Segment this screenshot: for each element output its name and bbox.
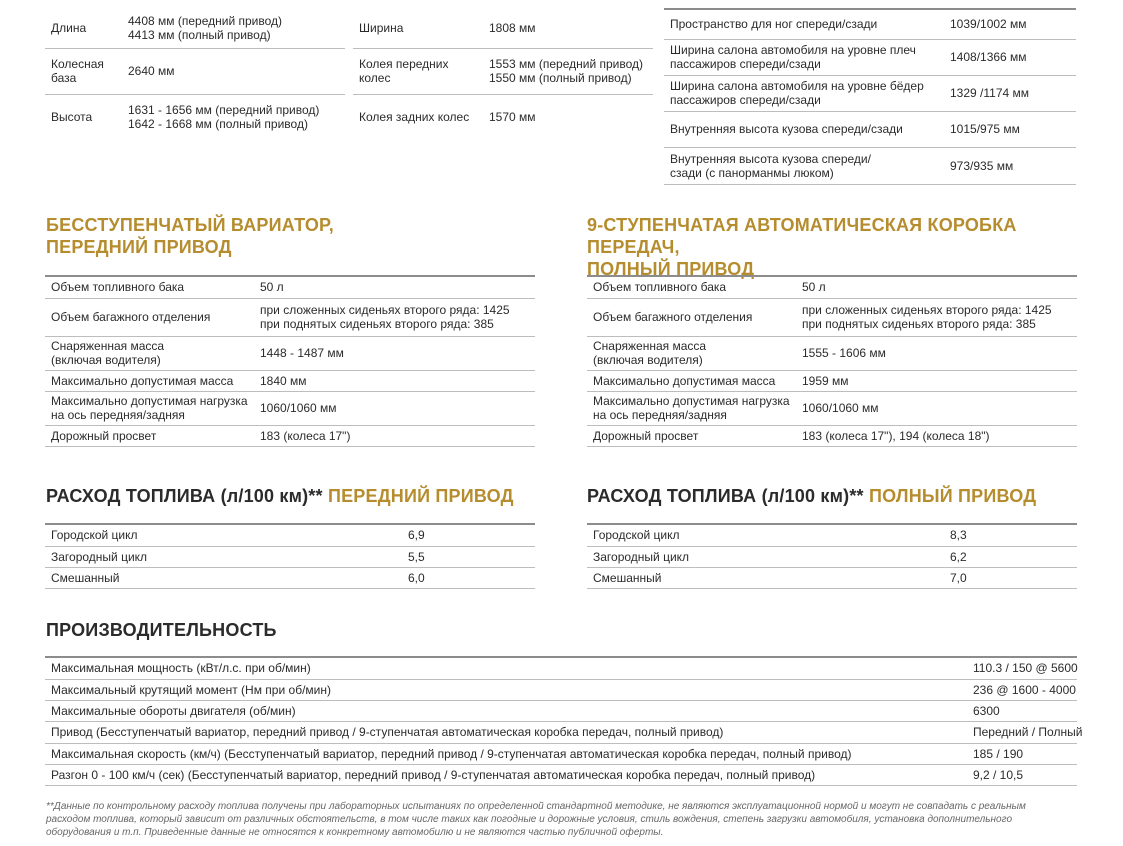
- table-row: [587, 524, 1077, 546]
- row-label: Снаряженная масса (включая водителя): [587, 336, 796, 370]
- row-label: Колесная база: [45, 48, 122, 94]
- performance-table: [45, 656, 1083, 786]
- row-value: 6,0: [402, 567, 535, 588]
- row-label: Загородный цикл: [45, 546, 402, 567]
- fuel-awd-title: РАСХОД ТОПЛИВА (л/100 км)** ПОЛНЫЙ ПРИВОД: [587, 486, 1037, 506]
- row-label: Городской цикл: [45, 524, 402, 546]
- row-label: Объем топливного бака: [45, 276, 254, 298]
- row-value: при сложенных сиденьях второго ряда: 1425 при поднятых сиденьях второго ряда: 385: [254, 298, 535, 336]
- row-value: 1631 - 1656 мм (передний привод) 1642 - 1668 мм (полный привод): [128, 103, 320, 132]
- row-value: 183 (колеса 17"): [254, 425, 535, 446]
- row-label: Объем топливного бака: [587, 276, 796, 298]
- footnote-line: оборудования и т.п. Приведенные данные не относятся к конкретному автомобилю и не являются частью публичной оферты.: [46, 827, 664, 838]
- row-value: 6,2: [944, 546, 1077, 567]
- table-row: [45, 370, 535, 391]
- row-value: 6300: [973, 700, 1077, 721]
- row-value: 185 / 190: [973, 743, 1077, 764]
- row-label: Максимально допустимая нагрузка на ось передняя/задняя: [45, 391, 254, 425]
- table-row: [45, 524, 535, 546]
- table-row: [587, 370, 1077, 391]
- table-row: [45, 764, 1077, 785]
- row-value: 1060/1060 мм: [254, 391, 535, 425]
- row-value: 1448 - 1487 мм: [254, 336, 535, 370]
- row-value: 50 л: [254, 276, 535, 298]
- table-row: [45, 391, 535, 425]
- table-row: [664, 9, 1076, 39]
- performance-title: ПРОИЗВОДИТЕЛЬНОСТЬ: [46, 620, 277, 640]
- table-row: [45, 336, 535, 370]
- table-row: [664, 147, 1076, 184]
- row-value: 1015/975 мм: [944, 111, 1076, 147]
- table-row: [353, 48, 653, 94]
- row-label: Внутренняя высота кузова спереди/сзади: [664, 111, 944, 147]
- table-row: [45, 276, 535, 298]
- table-row: [587, 336, 1077, 370]
- row-label: Внутренняя высота кузова спереди/сзади (с панорманмы люком): [664, 147, 944, 184]
- row-value: 183 (колеса 17"), 194 (колеса 18"): [796, 425, 1077, 446]
- table-row: [45, 721, 1077, 743]
- footnote: [46, 800, 1086, 839]
- row-label: Смешанный: [45, 567, 402, 588]
- row-value: при сложенных сиденьях второго ряда: 1425 при поднятых сиденьях второго ряда: 385: [796, 298, 1077, 336]
- row-label: Городской цикл: [587, 524, 944, 546]
- dimensions-table-2: [353, 8, 653, 140]
- row-label: Снаряженная масса (включая водителя): [45, 336, 254, 370]
- footnote-line: **Данные по контрольному расходу топлива получены при лабораторных испытаниях по определенной стандартной методике, не являются эксплуатационной нормой и могут не совпадать с реальным: [46, 801, 1026, 812]
- row-label: Максимально допустимая масса: [45, 370, 254, 391]
- row-value: 1959 мм: [796, 370, 1077, 391]
- row-label: Максимальные обороты двигателя (об/мин): [45, 700, 973, 721]
- table-row: [587, 425, 1077, 446]
- table-row: [45, 8, 345, 48]
- table-row: [587, 298, 1077, 336]
- row-label: Ширина: [353, 8, 483, 48]
- row-value: 9,2 / 10,5: [973, 764, 1077, 785]
- row-label: Высота: [51, 110, 93, 125]
- row-value: 1553 мм (передний привод) 1550 мм (полный привод): [483, 48, 653, 94]
- row-label: Колея передних колес: [353, 48, 483, 94]
- row-label: Длина: [45, 8, 122, 48]
- row-value: 7,0: [944, 567, 1077, 588]
- row-value: 110.3 / 150 @ 5600: [973, 657, 1077, 679]
- row-label: Пространство для ног спереди/сзади: [664, 9, 944, 39]
- footnote-line: расходом топлива, который зависит от различных обстоятельств, в том числе таких как погодные и дорожные условия, стиль вождения, степень загрузки автомобиля, установка дополнительного: [46, 814, 1013, 825]
- table-row: [664, 39, 1076, 75]
- fuel-fwd-table: [45, 523, 535, 589]
- row-value: 2640 мм: [122, 48, 345, 94]
- row-value: 1808 мм: [483, 8, 653, 48]
- row-value: 8,3: [944, 524, 1077, 546]
- row-label: Дорожный просвет: [45, 425, 254, 446]
- row-label: Максимальная скорость (км/ч) (Бесступенчатый вариатор, передний привод / 9-ступенчатая автоматическая коробка передач, полный привод): [45, 743, 973, 764]
- row-value: 1555 - 1606 мм: [796, 336, 1077, 370]
- table-row: [45, 425, 535, 446]
- row-value: 50 л: [796, 276, 1077, 298]
- row-label: Максимальная мощность (кВт/л.с. при об/мин): [45, 657, 973, 679]
- row-label: Объем багажного отделения: [45, 298, 254, 336]
- table-row: [587, 391, 1077, 425]
- row-value: Передний / Полный: [973, 721, 1077, 743]
- table-row: [587, 567, 1077, 588]
- table-row: [587, 276, 1077, 298]
- table-row: [664, 75, 1076, 111]
- row-label: Привод (Бесступенчатый вариатор, передний привод / 9-ступенчатая автоматическая коробка передач, полный привод): [45, 721, 973, 743]
- row-label: Максимально допустимая нагрузка на ось передняя/задняя: [587, 391, 796, 425]
- row-value: 4408 мм (передний привод) 4413 мм (полный привод): [122, 8, 345, 48]
- table-row: [45, 700, 1077, 721]
- table-row: [45, 94, 345, 140]
- row-value: 236 @ 1600 - 4000: [973, 679, 1077, 700]
- table-row: [45, 657, 1077, 679]
- row-label: Смешанный: [587, 567, 944, 588]
- row-label: Колея задних колес: [359, 110, 470, 125]
- row-value: 1408/1366 мм: [944, 39, 1076, 75]
- table-row: [45, 679, 1077, 700]
- cvt-section-title: БЕССТУПЕНЧАТЫЙ ВАРИАТОР, ПЕРЕДНИЙ ПРИВОД: [46, 215, 334, 257]
- table-row: [353, 94, 653, 140]
- fuel-awd-table: [587, 523, 1077, 589]
- row-value: 1039/1002 мм: [944, 9, 1076, 39]
- row-label: Дорожный просвет: [587, 425, 796, 446]
- table-row: [45, 48, 345, 94]
- table-row: [45, 298, 535, 336]
- row-value: 1840 мм: [254, 370, 535, 391]
- row-label: Разгон 0 - 100 км/ч (сек) (Бесступенчатый вариатор, передний привод / 9-ступенчатая автоматическая коробка передач, полный привод): [45, 764, 973, 785]
- interior-dimensions-table: [664, 8, 1076, 185]
- table-row: [353, 8, 653, 48]
- row-label: Максимально допустимая масса: [587, 370, 796, 391]
- cvt-specs-table: [45, 275, 535, 447]
- row-label: Ширина салона автомобиля на уровне плеч пассажиров спереди/сзади: [664, 39, 944, 75]
- row-label: Объем багажного отделения: [587, 298, 796, 336]
- table-row: [45, 743, 1077, 764]
- table-row: [45, 546, 535, 567]
- row-value: 1570 мм: [489, 110, 536, 125]
- table-row: [45, 567, 535, 588]
- row-value: 5,5: [402, 546, 535, 567]
- dimensions-table-1: [45, 8, 345, 140]
- row-value: 6,9: [402, 524, 535, 546]
- row-value: 973/935 мм: [944, 147, 1076, 184]
- at9-section-title: 9-СТУПЕНЧАТАЯ АВТОМАТИЧЕСКАЯ КОРОБКА ПЕРЕДАЧ, ПОЛНЫЙ ПРИВОД: [587, 215, 1017, 279]
- row-label: Максимальный крутящий момент (Нм при об/мин): [45, 679, 973, 700]
- row-value: 1329 /1174 мм: [944, 75, 1076, 111]
- at9-specs-table: [587, 275, 1077, 447]
- row-label: Ширина салона автомобиля на уровне бёдер пассажиров спереди/сзади: [664, 75, 944, 111]
- table-row: [664, 111, 1076, 147]
- fuel-fwd-title: РАСХОД ТОПЛИВА (л/100 км)** ПЕРЕДНИЙ ПРИВОД: [46, 486, 514, 506]
- row-label: Загородный цикл: [587, 546, 944, 567]
- row-value: 1060/1060 мм: [796, 391, 1077, 425]
- table-row: [587, 546, 1077, 567]
